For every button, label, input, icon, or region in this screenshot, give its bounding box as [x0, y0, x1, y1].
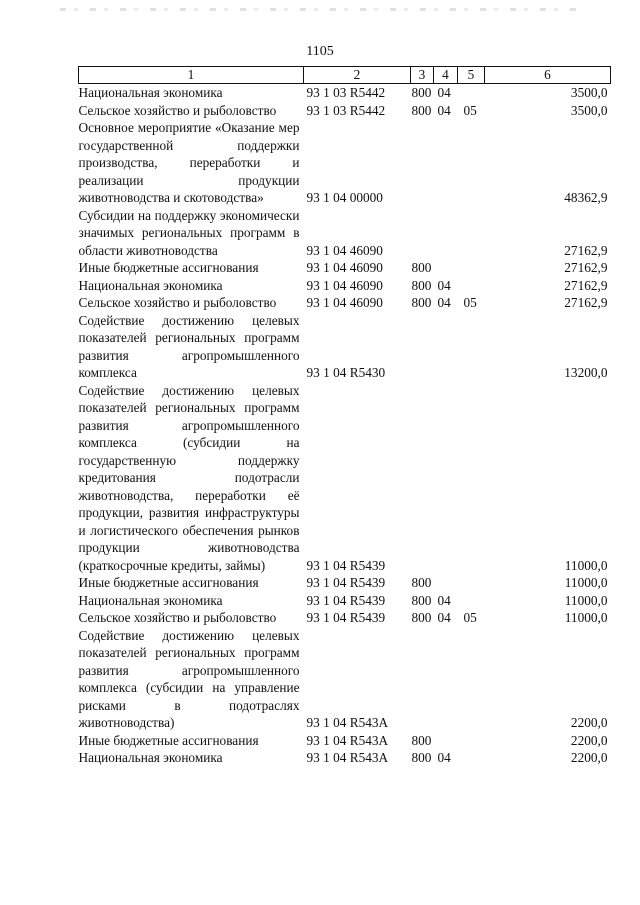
row-col5 — [458, 207, 485, 260]
row-amount: 27162,9 — [564, 260, 608, 275]
row-code: 93 1 04 R5430 — [306, 365, 386, 380]
row-col3: 800 — [411, 592, 432, 608]
row-amount: 48362,9 — [564, 190, 608, 205]
table-row — [79, 574, 611, 592]
table-header-row — [79, 67, 611, 84]
table-row — [79, 277, 611, 295]
row-code: 93 1 04 R5439 — [306, 557, 386, 573]
row-col3: 800 — [411, 610, 432, 625]
row-name: Национальная экономика — [78, 592, 223, 608]
row-amount: 11000,0 — [564, 575, 608, 590]
row-amount: 27162,9 — [564, 277, 608, 293]
row-col3 — [411, 312, 434, 382]
row-amount: 11000,0 — [564, 557, 608, 573]
row-amount: 11000,0 — [564, 610, 608, 625]
row-name: Содействие достижению целевых показателей региональных программ развития агропромышленного комплекса (субсидии на управление рисками в подотраслях животноводства) — [78, 627, 300, 730]
row-col4: 04 — [437, 592, 451, 608]
row-col3 — [411, 207, 434, 260]
row-col4: 04 — [437, 277, 451, 293]
row-amount: 2200,0 — [570, 732, 608, 748]
row-col3: 800 — [411, 277, 432, 293]
row-code: 93 1 04 46090 — [306, 260, 383, 275]
row-col4 — [434, 627, 458, 732]
row-col3: 800 — [411, 85, 432, 100]
row-col3 — [411, 627, 434, 732]
row-col4: 04 — [437, 610, 451, 625]
row-col5 — [458, 382, 485, 575]
table-row — [79, 207, 611, 260]
header-col-4: 4 — [434, 67, 458, 84]
row-code: 93 1 04 46090 — [306, 277, 383, 293]
row-col5 — [458, 277, 485, 295]
row-col5 — [458, 119, 485, 207]
header-col-6: 6 — [485, 67, 611, 84]
table-row — [79, 732, 611, 750]
row-code: 93 1 03 R5442 — [306, 102, 386, 118]
header-col-1: 1 — [79, 67, 304, 84]
row-amount: 3500,0 — [570, 102, 608, 118]
row-code: 93 1 04 R5439 — [306, 610, 386, 625]
row-col5 — [458, 312, 485, 382]
row-code: 93 1 04 46090 — [306, 295, 383, 310]
table-row — [79, 84, 611, 102]
table-row — [79, 119, 611, 207]
row-name: Сельское хозяйство и рыболовство — [78, 610, 277, 625]
row-col3: 800 — [411, 260, 432, 275]
row-amount: 2200,0 — [570, 750, 608, 765]
row-code: 93 1 04 R543A — [306, 715, 389, 730]
row-code: 93 1 04 46090 — [306, 242, 383, 258]
row-col3 — [411, 119, 434, 207]
row-col4 — [434, 207, 458, 260]
row-name: Национальная экономика — [78, 750, 223, 765]
row-name: Иные бюджетные ассигнования — [78, 575, 259, 590]
row-code: 93 1 04 R543A — [306, 732, 389, 748]
header-col-5: 5 — [458, 67, 485, 84]
row-col4: 04 — [437, 102, 451, 118]
row-col3: 800 — [411, 732, 432, 748]
row-col4 — [434, 119, 458, 207]
row-name: Иные бюджетные ассигнования — [78, 732, 259, 748]
table-row — [79, 609, 611, 627]
row-col5 — [458, 627, 485, 732]
row-name: Субсидии на поддержку экономически значимых региональных программ в области животноводства — [78, 207, 300, 258]
table-row — [79, 259, 611, 277]
row-col4 — [434, 259, 458, 277]
row-col5 — [458, 259, 485, 277]
row-name: Содействие достижению целевых показателей региональных программ развития агропромышленного комплекса — [78, 312, 300, 380]
row-col5: 05 — [463, 610, 477, 625]
row-amount: 27162,9 — [564, 242, 608, 258]
page-number: 1105 — [306, 44, 334, 59]
budget-table — [78, 66, 611, 767]
row-name: Сельское хозяйство и рыболовство — [78, 102, 277, 118]
header-col-3: 3 — [411, 67, 434, 84]
row-col3: 800 — [411, 575, 432, 590]
table-row — [79, 102, 611, 120]
table-row — [79, 294, 611, 312]
row-col3: 800 — [411, 102, 432, 118]
table-row — [79, 627, 611, 732]
row-col5 — [458, 574, 485, 592]
row-name: Сельское хозяйство и рыболовство — [78, 295, 277, 310]
row-col4 — [434, 574, 458, 592]
row-col5 — [458, 84, 485, 102]
table-row — [79, 382, 611, 575]
row-col5: 05 — [463, 295, 477, 310]
row-amount: 11000,0 — [564, 592, 608, 608]
table-row — [79, 592, 611, 610]
row-amount: 13200,0 — [564, 365, 608, 380]
row-col5 — [458, 749, 485, 767]
table-row — [79, 312, 611, 382]
row-name: Иные бюджетные ассигнования — [78, 260, 259, 275]
row-col3: 800 — [411, 295, 432, 310]
row-code: 93 1 04 R543A — [306, 750, 389, 765]
row-col3 — [411, 382, 434, 575]
row-name: Национальная экономика — [78, 85, 223, 100]
row-code: 93 1 04 R5439 — [306, 592, 386, 608]
row-col4: 04 — [437, 750, 451, 765]
row-name: Содействие достижению целевых показателей региональных программ развития агропромышленного комплекса (субсидии на государственную поддержку кредитования подотрасли животноводства, переработки её продукции, развития инфраструктуры и логистического обеспечения рынков продукции животноводства (краткосрочные кредиты, займы) — [78, 382, 300, 573]
row-col5 — [458, 592, 485, 610]
row-amount: 3500,0 — [570, 85, 608, 100]
header-col-2: 2 — [304, 67, 411, 84]
row-name: Национальная экономика — [78, 277, 223, 293]
row-code: 93 1 03 R5442 — [306, 85, 386, 100]
row-code: 93 1 04 00000 — [306, 190, 383, 205]
row-col5 — [458, 732, 485, 750]
row-col4 — [434, 382, 458, 575]
table-row — [79, 749, 611, 767]
row-code: 93 1 04 R5439 — [306, 575, 386, 590]
row-col4 — [434, 732, 458, 750]
row-col4: 04 — [437, 295, 451, 310]
row-amount: 27162,9 — [564, 295, 608, 310]
row-col4: 04 — [437, 85, 451, 100]
row-col4 — [434, 312, 458, 382]
row-amount: 2200,0 — [570, 715, 608, 730]
row-col5: 05 — [463, 102, 477, 118]
scan-artifact — [60, 8, 580, 11]
row-name: Основное мероприятие «Оказание мер государственной поддержки производства, переработки и реализации продукции животноводства и скотоводства» — [78, 120, 300, 205]
row-col3: 800 — [411, 750, 432, 765]
